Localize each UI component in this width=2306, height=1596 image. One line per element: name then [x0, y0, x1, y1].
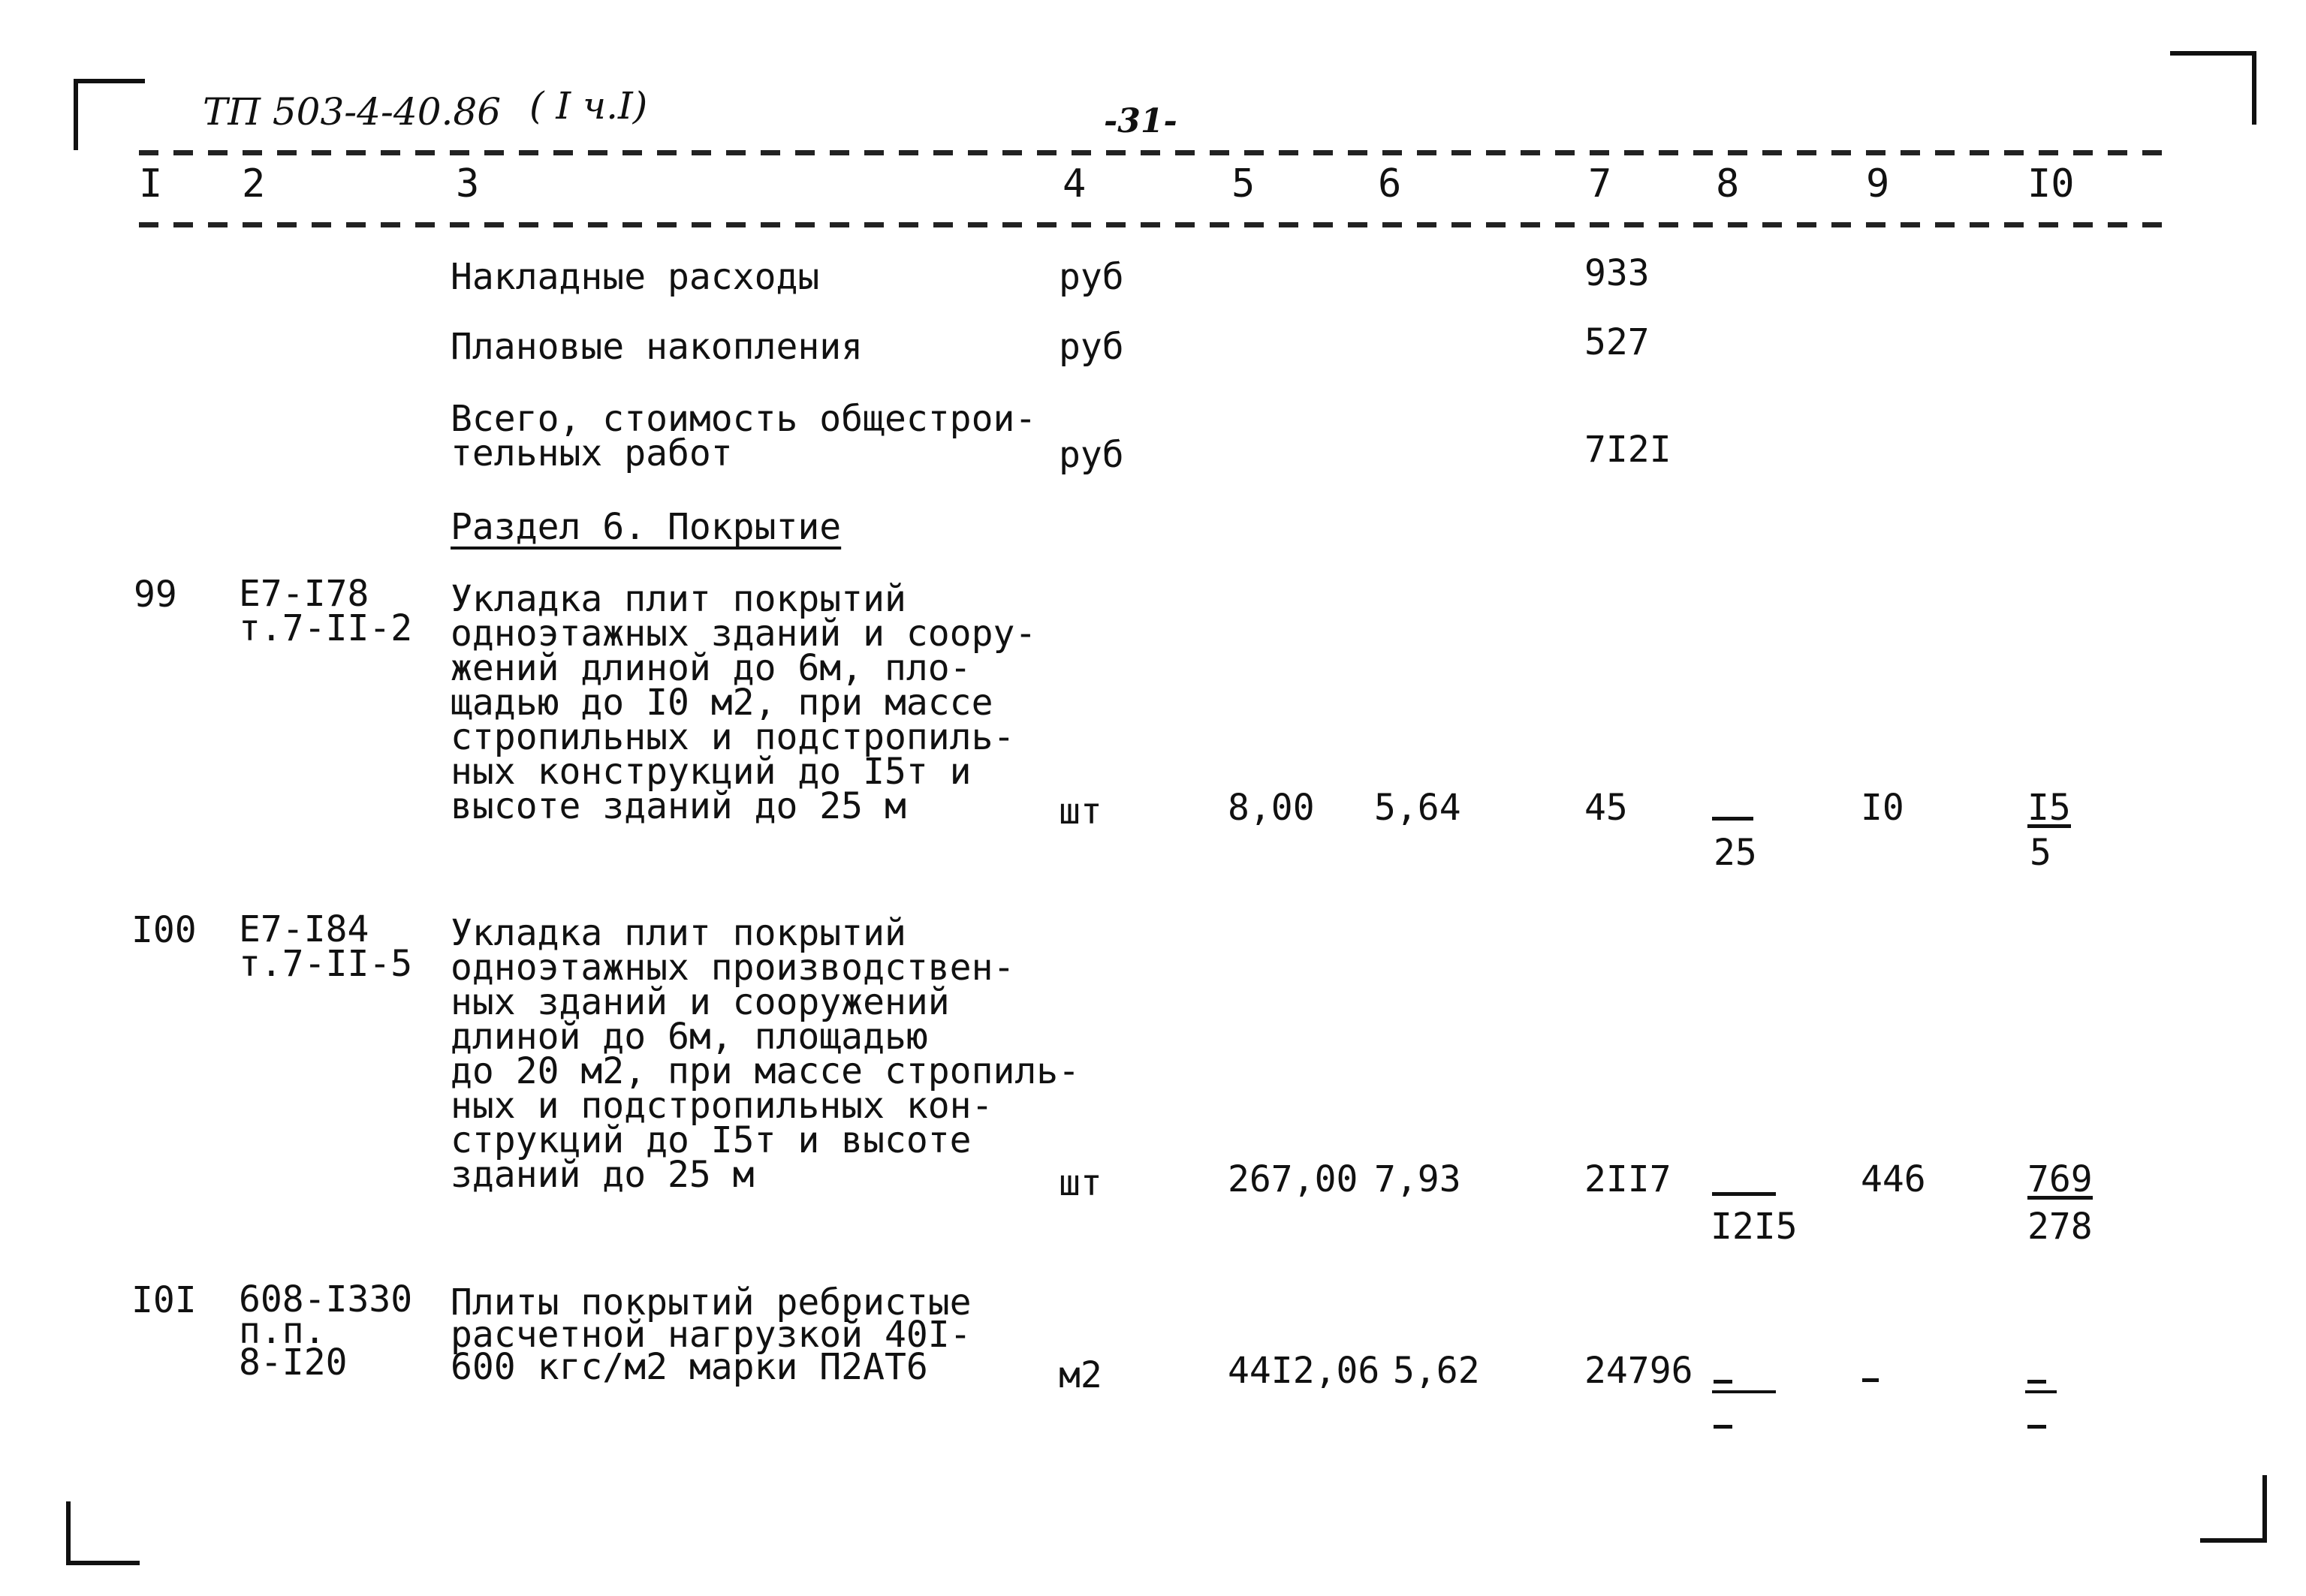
corner-mark-top-left-h [74, 79, 145, 83]
row-101-col9-dash [1862, 1378, 1879, 1382]
corner-mark-bottom-left-v [66, 1501, 71, 1565]
page-number: -31- [1104, 102, 1177, 140]
row-99-desc-line: стропильных и подстропиль- [451, 716, 1015, 758]
col-header-1: I [139, 161, 163, 206]
row-99-desc-line: щадью до I0 м2, при массе [451, 682, 993, 724]
row-101-unit-cost: 5,62 [1393, 1350, 1480, 1392]
row-99-col9: I0 [1861, 787, 1904, 829]
row-101-col8-dash-bottom [1714, 1425, 1732, 1429]
row-100-total: 2II7 [1584, 1158, 1671, 1200]
summary-name-total-line1: Всего, стоимость общестрои- [451, 398, 1037, 440]
summary-name-overhead: Накладные расходы [451, 256, 820, 298]
row-100-unit: шт [1059, 1162, 1102, 1204]
row-100-code-line2: т.7-II-5 [239, 943, 413, 985]
corner-mark-bottom-right-h [2200, 1538, 2267, 1543]
row-100-code-line1: Е7-I84 [239, 908, 369, 950]
col-header-6: 6 [1378, 161, 1402, 206]
summary-unit-planned: руб [1059, 326, 1124, 368]
col-header-3: 3 [456, 161, 480, 206]
row-101-total: 24796 [1584, 1350, 1693, 1392]
doc-code: ТП 503-4-40.86 [203, 90, 502, 134]
row-99-num: 99 [134, 574, 177, 616]
summary-total-total: 7I2I [1584, 429, 1671, 471]
header-bottom-rule [139, 222, 2166, 227]
row-99-unit-cost: 5,64 [1374, 787, 1461, 829]
summary-name-planned: Плановые накопления [451, 326, 864, 368]
corner-mark-top-left-v [74, 79, 78, 150]
row-99-desc-line: жений длиной до 6м, пло- [451, 647, 972, 689]
row-101-num: I0I [131, 1279, 197, 1321]
row-100-desc-line: Укладка плит покрытий [451, 912, 906, 954]
row-101-code-line1: 608-I330 [239, 1278, 413, 1320]
row-99-col10-bottom: 5 [2030, 832, 2051, 874]
row-100-desc-line: струкций до I5т и высоте [451, 1119, 972, 1161]
row-101-code-line2: п.п. [239, 1310, 326, 1352]
row-99-desc-line: высоте зданий до 25 м [451, 785, 906, 827]
row-100-desc-line: до 20 м2, при массе стропиль- [451, 1050, 1081, 1092]
summary-name-total-line2: тельных работ [451, 432, 733, 474]
row-100-quantity: 267,00 [1228, 1158, 1358, 1200]
corner-mark-bottom-left-h [66, 1561, 140, 1565]
row-101-unit: м2 [1059, 1354, 1102, 1396]
header-top-rule [139, 150, 2166, 155]
row-100-col9: 446 [1861, 1158, 1926, 1200]
row-101-code-line3: 8-I20 [239, 1342, 348, 1384]
col-header-7: 7 [1588, 161, 1612, 206]
row-100-col10-top [2027, 1158, 2093, 1200]
row-100-desc-line: одноэтажных производствен- [451, 947, 1015, 989]
row-100-desc-line: длиной до 6м, площадью [451, 1016, 928, 1058]
row-101-col10-dash-bottom [2027, 1425, 2046, 1429]
row-100-col8-dash [1712, 1192, 1776, 1196]
row-100-desc-line: ных зданий и сооружений [451, 981, 950, 1023]
section-title: Раздел 6. Покрытие [451, 506, 842, 548]
row-101-col10-dash-top [2027, 1380, 2046, 1384]
col-header-8: 8 [1716, 161, 1740, 206]
col-header-9: 9 [1866, 161, 1890, 206]
summary-total-planned: 527 [1584, 321, 1650, 363]
corner-mark-top-right-h [2170, 51, 2256, 56]
summary-unit-total: руб [1059, 434, 1124, 476]
summary-total-overhead: 933 [1584, 252, 1650, 294]
row-99-quantity: 8,00 [1228, 787, 1315, 829]
row-99-code-line1: Е7-I78 [239, 573, 369, 615]
row-99-unit: шт [1059, 790, 1102, 833]
row-100-col10-bottom: 278 [2027, 1206, 2093, 1248]
doc-part: ( I ч.I) [529, 84, 648, 128]
col-header-4: 4 [1063, 161, 1087, 206]
row-100-col10-top-value: 769 [2027, 1158, 2093, 1200]
corner-mark-bottom-right-v [2262, 1475, 2267, 1543]
col-header-5: 5 [1231, 161, 1255, 206]
row-99-desc-line: ных конструкций до I5т и [451, 751, 972, 793]
row-100-unit-cost: 7,93 [1374, 1158, 1461, 1200]
row-100-desc-line: зданий до 25 м [451, 1154, 755, 1196]
row-101-col8-rule [1712, 1390, 1776, 1393]
row-101-desc-line: Плиты покрытий ребристые [451, 1281, 972, 1323]
row-100-num: I00 [131, 909, 197, 951]
row-100-desc-line: ных и подстропильных кон- [451, 1085, 993, 1127]
col-header-2: 2 [242, 161, 266, 206]
row-99-desc-line: одноэтажных зданий и соору- [451, 613, 1037, 655]
row-99-col8-bottom: 25 [1714, 832, 1757, 874]
row-101-quantity: 44I2,06 [1228, 1350, 1380, 1392]
corner-mark-top-right-v [2252, 51, 2256, 125]
row-101-desc-line: расчетной нагрузкой 40I- [451, 1314, 972, 1356]
row-99-code-line2: т.7-II-2 [239, 607, 413, 649]
row-101-desc-line: 600 кгс/м2 марки П2АТ6 [451, 1346, 928, 1388]
row-99-col10-top-value: I5 [2027, 787, 2071, 829]
row-99-desc-line: Укладка плит покрытий [451, 578, 906, 620]
summary-unit-overhead: руб [1059, 256, 1124, 298]
row-99-col8-dash [1712, 817, 1753, 821]
col-header-10: I0 [2027, 161, 2075, 206]
row-101-col10-rule [2025, 1390, 2057, 1393]
row-99-col10-top [2027, 787, 2071, 829]
row-99-total: 45 [1584, 787, 1628, 829]
row-100-col8-bottom: I2I5 [1711, 1206, 1798, 1248]
row-101-col8-dash-top [1714, 1380, 1732, 1384]
